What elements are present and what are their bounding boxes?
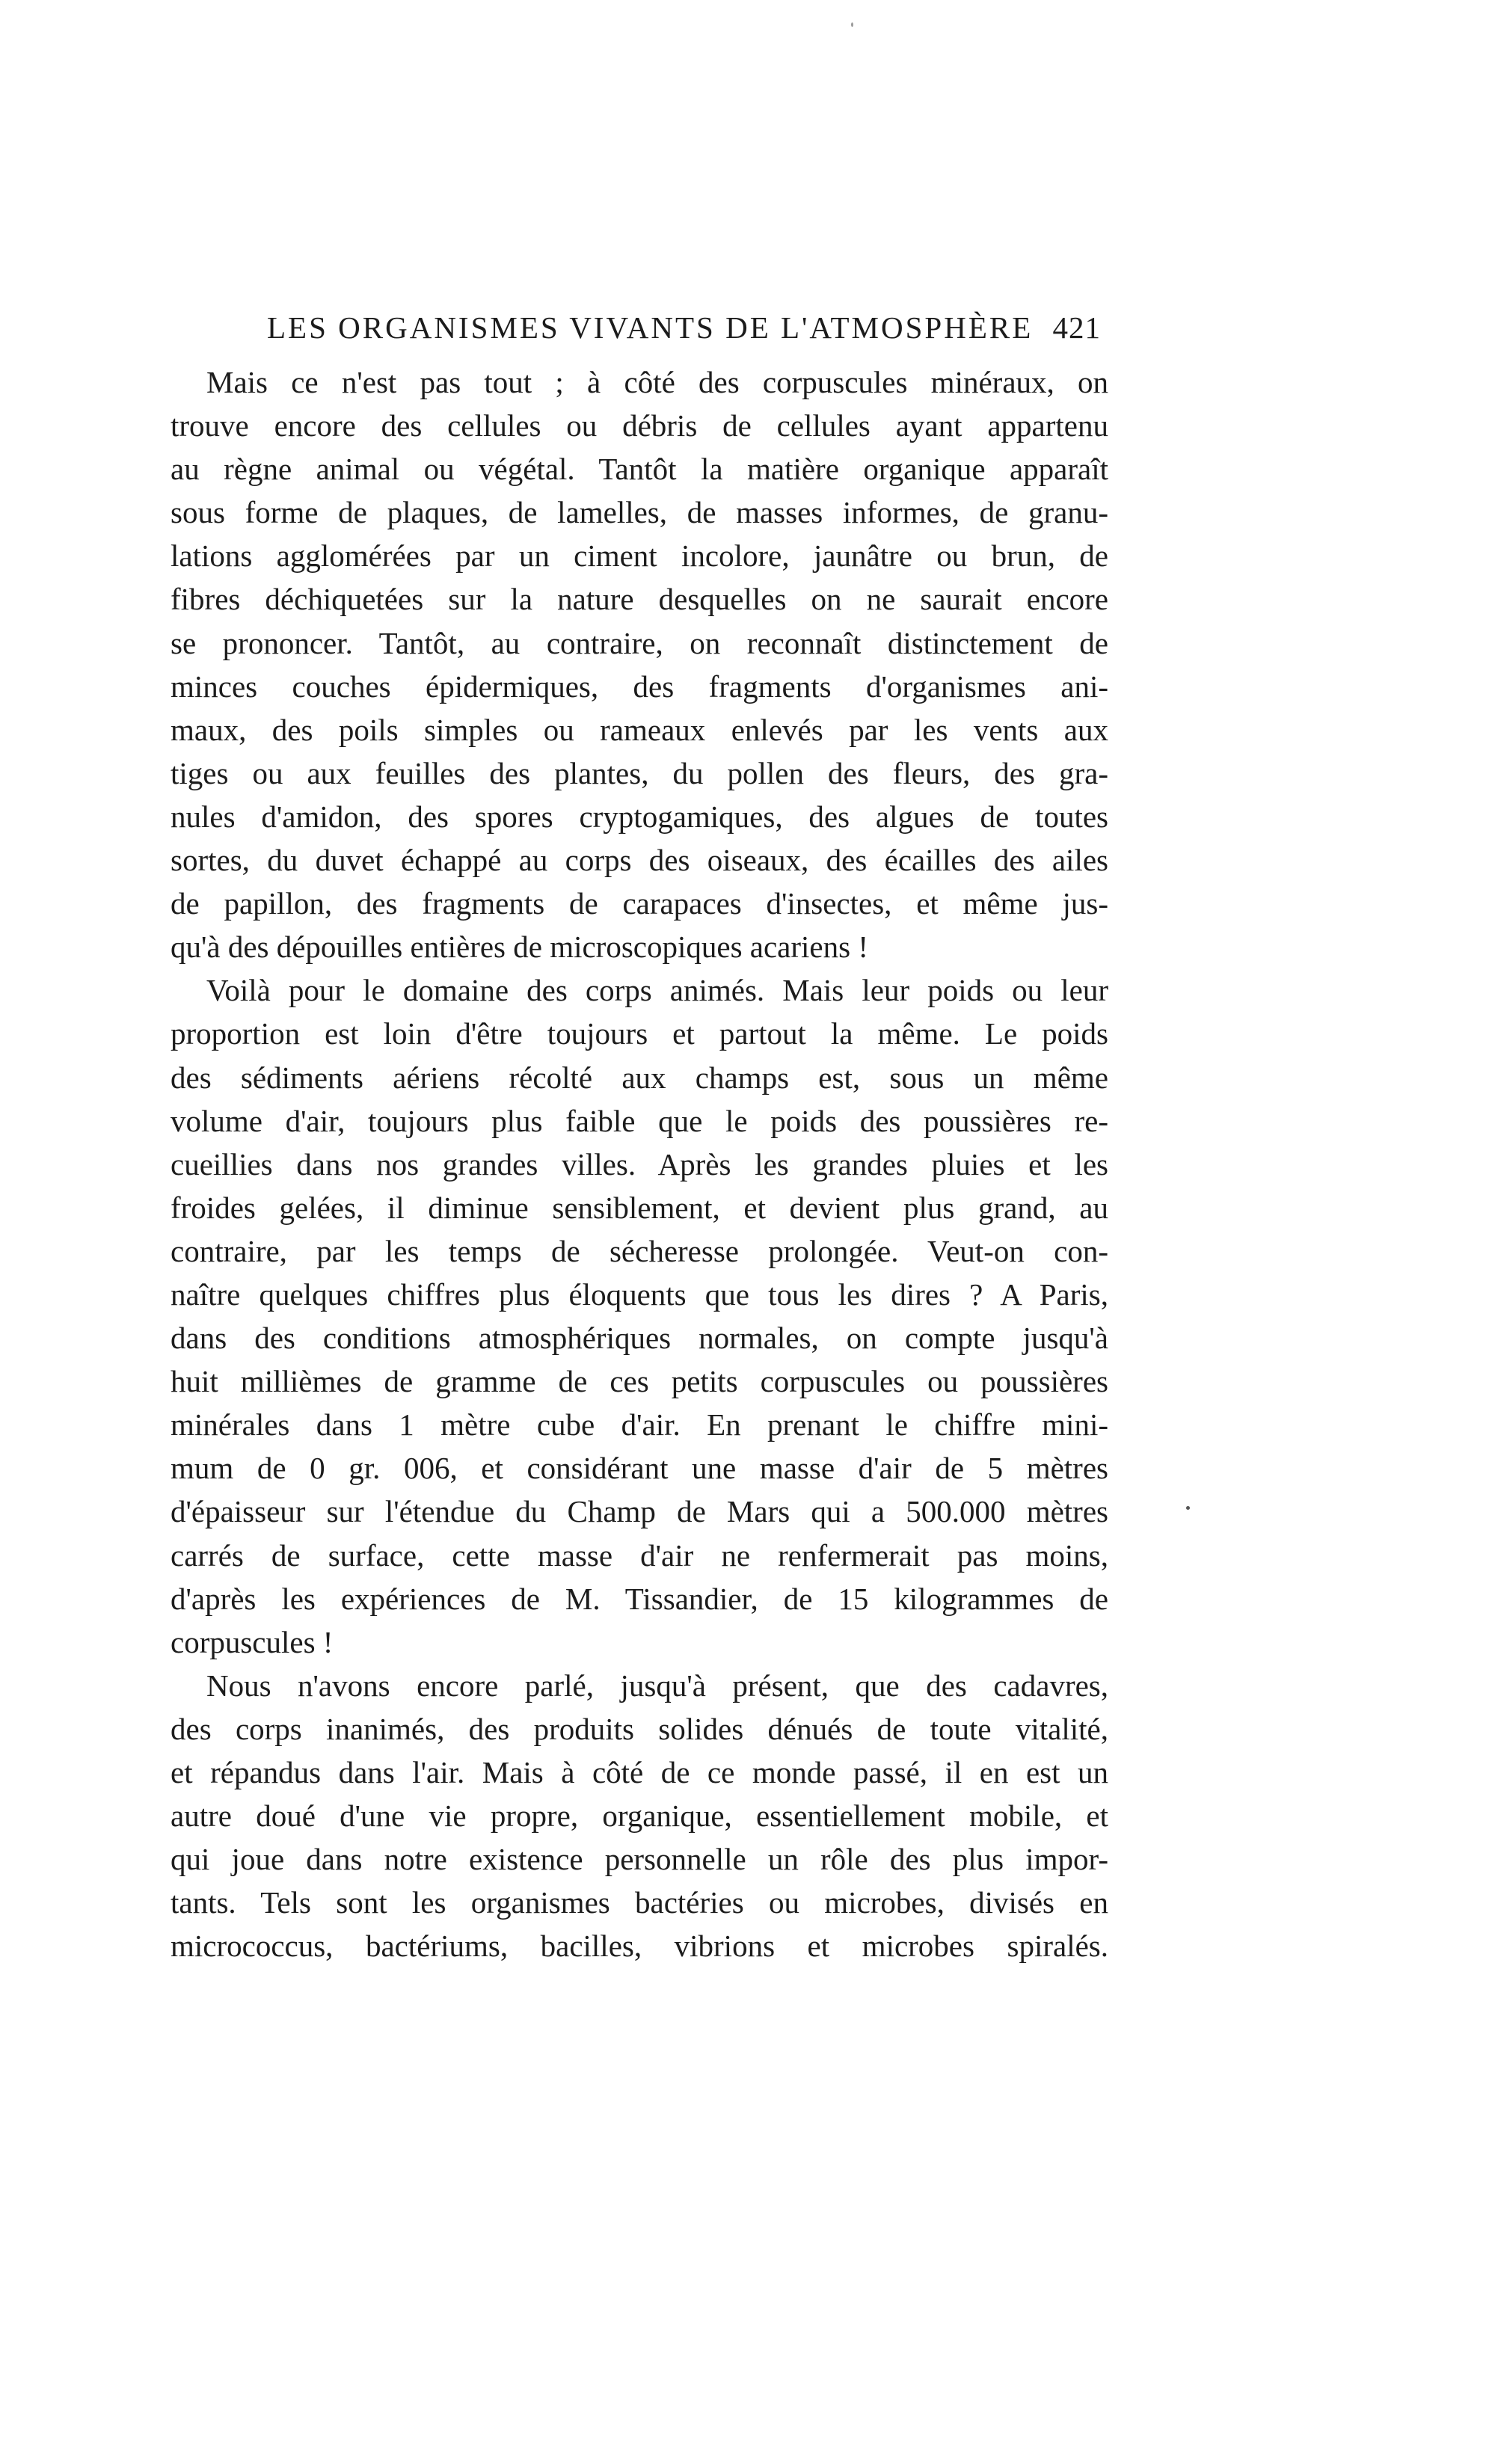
text-line: Voilà pour le domaine des corps animés. Mais leur poids ou leur <box>206 973 1108 1008</box>
text-line: autre doué d'une vie propre, organique, essentiellement mobile, et <box>171 1798 1108 1834</box>
text-line: sous forme de plaques, de lamelles, de masses informes, de granu- <box>171 495 1108 530</box>
text-line: lations agglomérées par un ciment incolore, jaunâtre ou brun, de <box>171 538 1108 574</box>
text-line: huit millièmes de gramme de ces petits corpuscules ou poussières <box>171 1364 1108 1399</box>
paragraph-3 <box>171 1664 1108 1968</box>
text-line: nules d'amidon, des spores cryptogamiques, des algues de toutes <box>171 799 1108 834</box>
text-line: de papillon, des fragments de carapaces d'insectes, et même jus- <box>171 886 1108 921</box>
text-line: tiges ou aux feuilles des plantes, du pollen des fleurs, des gra- <box>171 755 1108 790</box>
text-line: sortes, du duvet échappé au corps des oiseaux, des écailles des ailes <box>171 843 1108 878</box>
text-line: trouve encore des cellules ou débris de cellules ayant appartenu <box>171 408 1108 443</box>
paragraph-2 <box>171 968 1108 1664</box>
text-line: se prononcer. Tantôt, au contraire, on reconnaît distinctement de <box>171 625 1108 660</box>
paragraph-1 <box>171 360 1108 968</box>
text-line: qu'à des dépouilles entières de microscopiques acariens ! <box>171 930 868 965</box>
text-line: micrococcus, bactériums, bacilles, vibrions et microbes spiralés. <box>171 1929 1108 1964</box>
text-line: des sédiments aériens récolté aux champs est, sous un même <box>171 1060 1108 1095</box>
text-line: cueillies dans nos grandes villes. Après les grandes pluies et les <box>171 1146 1108 1182</box>
page-number: 421 <box>1052 310 1101 345</box>
text-line: d'après les expériences de M. Tissandier, de 15 kilogrammes de <box>171 1581 1108 1616</box>
body-text <box>171 360 1108 1967</box>
text-line: contraire, par les temps de sécheresse prolongée. Veut-on con- <box>171 1233 1108 1268</box>
text-line: naître quelques chiffres plus éloquents que tous les dires ? A Paris, <box>171 1276 1108 1312</box>
text-line: Mais ce n'est pas tout ; à côté des corpuscules minéraux, on <box>206 365 1108 399</box>
text-line: maux, des poils simples ou rameaux enlevés par les vents aux <box>171 712 1108 747</box>
text-line: au règne animal ou végétal. Tantôt la matière organique apparaît <box>171 452 1108 487</box>
paper-speck <box>1186 1506 1190 1510</box>
paper-speck <box>851 22 853 27</box>
text-line: fibres déchiquetées sur la nature desquelles on ne saurait encore <box>171 582 1108 617</box>
text-line: carrés de surface, cette masse d'air ne renfermerait pas moins, <box>171 1537 1108 1573</box>
running-title: LES ORGANISMES VIVANTS DE L'ATMOSPHÈRE <box>267 310 1034 345</box>
text-line: Nous n'avons encore parlé, jusqu'à présent, que des cadavres, <box>206 1668 1108 1703</box>
text-line: d'épaisseur sur l'étendue du Champ de Mars qui a 500.000 mètres <box>171 1494 1108 1529</box>
text-line: minérales dans 1 mètre cube d'air. En prenant le chiffre mini- <box>171 1407 1108 1443</box>
text-line: mum de 0 gr. 006, et considérant une masse d'air de 5 mètres <box>171 1451 1108 1486</box>
text-line: volume d'air, toujours plus faible que le poids des poussières re- <box>171 1103 1108 1138</box>
text-line: et répandus dans l'air. Mais à côté de ce monde passé, il en est un <box>171 1755 1108 1789</box>
text-line: des corps inanimés, des produits solides dénués de toute vitalité, <box>171 1711 1108 1746</box>
text-line: tants. Tels sont les organismes bactéries ou microbes, divisés en <box>171 1885 1108 1920</box>
text-line: corpuscules ! <box>171 1624 334 1659</box>
text-line: dans des conditions atmosphériques normales, on compte jusqu'à <box>171 1321 1108 1356</box>
text-line: qui joue dans notre existence personnelle un rôle des plus impor- <box>171 1842 1108 1877</box>
running-header <box>171 310 1107 354</box>
text-line: minces couches épidermiques, des fragments d'organismes ani- <box>171 669 1108 704</box>
text-line: froides gelées, il diminue sensiblement, et devient plus grand, au <box>171 1190 1108 1225</box>
text-line: proportion est loin d'être toujours et partout la même. Le poids <box>171 1016 1108 1051</box>
